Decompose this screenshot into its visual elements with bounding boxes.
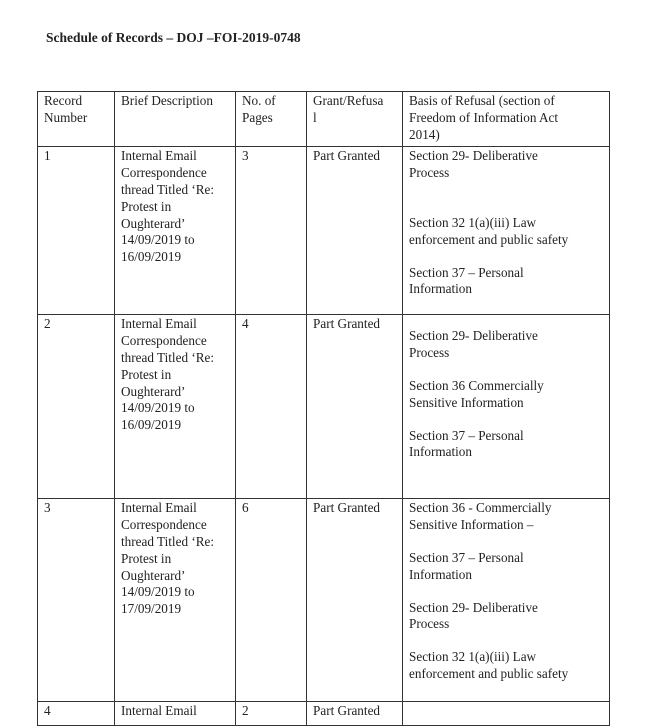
basis-item: Section 37 – Personal Information (409, 264, 524, 297)
basis-cell (403, 315, 610, 499)
records-table (37, 91, 610, 726)
pages-cell: 6 (236, 499, 307, 702)
table-row (38, 147, 610, 315)
basis-item: Section 29- Deliberative Process (409, 328, 538, 361)
description-cell: Internal Email (115, 702, 236, 726)
grant-cell: Part Granted (307, 702, 403, 726)
record-number-cell: 3 (38, 499, 115, 702)
grant-cell: Part Granted (307, 147, 403, 315)
grant-cell: Part Granted (307, 315, 403, 499)
basis-cell (403, 499, 610, 702)
table-row (38, 499, 610, 702)
record-number-cell: 1 (38, 147, 115, 315)
header-grant-refusal: Grant/Refusa l (307, 92, 403, 147)
table-header-row (38, 92, 610, 147)
basis-item: Section 29- Deliberative Process (409, 599, 538, 632)
basis-item: Section 29- Deliberative Process (409, 148, 538, 181)
header-no-of-pages: No. of Pages (236, 92, 307, 147)
basis-item: Section 37 – Personal Information (409, 549, 524, 582)
basis-item: Section 32 1(a)(iii) Law enforcement and public safety (409, 649, 569, 681)
basis-item: Section 36 Commercially Sensitive Information (409, 377, 544, 410)
description-cell: Internal Email Correspondence thread Titled ‘Re: Protest in Oughterard’ 14/09/2019 to 16/09/2019 (115, 147, 236, 315)
basis-item: Section 32 1(a)(iii) Law enforcement and public safety (409, 214, 569, 247)
basis-cell (403, 147, 610, 315)
description-cell: Internal Email Correspondence thread Titled ‘Re: Protest in Oughterard’ 14/09/2019 to 16/09/2019 (115, 315, 236, 499)
description-cell: Internal Email Correspondence thread Titled ‘Re: Protest in Oughterard’ 14/09/2019 to 17/09/2019 (115, 499, 236, 702)
table-row (38, 315, 610, 499)
header-brief-description: Brief Description (115, 92, 236, 147)
basis-item: Section 36 - Commercially Sensitive Information – (409, 500, 552, 533)
pages-cell: 2 (236, 702, 307, 726)
record-number-cell: 2 (38, 315, 115, 499)
basis-item: Section 37 – Personal Information (409, 427, 524, 460)
grant-cell: Part Granted (307, 499, 403, 702)
table-row (38, 702, 610, 726)
pages-cell: 3 (236, 147, 307, 315)
header-basis-of-refusal: Basis of Refusal (section of Freedom of Information Act 2014) (403, 92, 610, 147)
pages-cell: 4 (236, 315, 307, 499)
record-number-cell: 4 (38, 702, 115, 726)
basis-cell (403, 702, 610, 726)
header-record-number: Record Number (38, 92, 115, 147)
document-title: Schedule of Records – DOJ –FOI-2019-0748 (46, 30, 301, 45)
